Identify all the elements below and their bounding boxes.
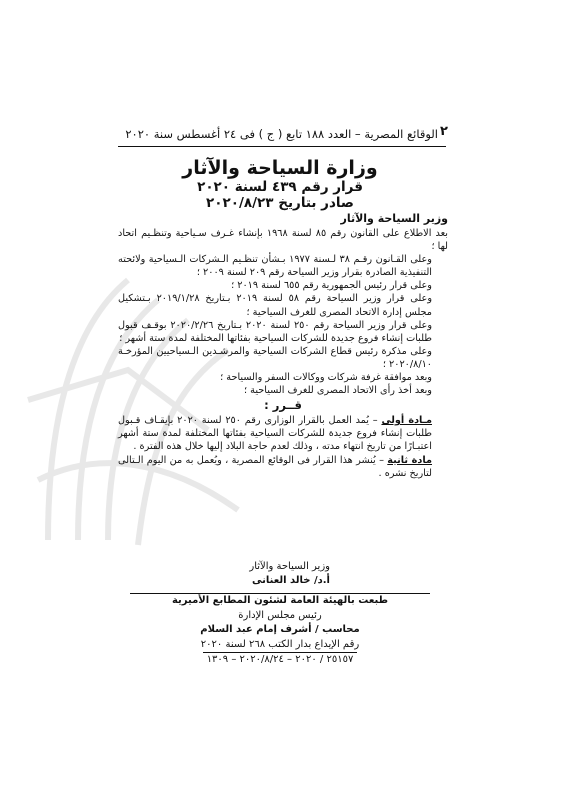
ministry-title: وزارة السياحة والآثار — [182, 157, 378, 179]
page-number: ٢ — [440, 124, 448, 139]
printed-by: طبعت بالهيئة العامة لشئون المطابع الأميرية — [171, 595, 389, 606]
article-two — [118, 454, 448, 480]
title-block — [60, 157, 500, 212]
preamble-paragraph: وبعد موافقة غرفة شركات ووكالات السفر والسياحة ؛ — [220, 372, 432, 384]
article-one-text: – يُمد العمل بالقرار الوزارى رقم ٢٥٠ لسنة ٢٠٢٠ بإيقـاف قـبول طلبات إنشاء فروع جديدة للشركات السياحية بفئاتها المختلفة لمدة ستة أشهر اعتبـارًا من تاريخ انتهاء مدته ، وذلك لعدم حاجة البلاد إليها خلال هذه الفترة . — [118, 415, 432, 453]
issuer-heading: وزير السياحة والآثار — [340, 212, 448, 225]
preamble-paragraph: وعلى قرار وزير السياحة رقم ٥٨ لسنة ٢٠١٩ بـتاريخ ٢٠١٩/١/٢٨ بـتشكيل مجلس إدارة الاتحاد المصرى للغرف السياحية ؛ — [118, 293, 433, 318]
article-one-label: مـادة أولى — [381, 415, 432, 427]
decides-heading: قــرر : — [264, 398, 302, 413]
preamble-paragraph: بعد الاطلاع على القانون رقم ٨٥ لسنة ١٩٦٨ بإنشاء غـرف سـياحية وتنظـيم اتحاد لها ؛ — [118, 228, 449, 253]
article-two-label: مادة ثانية — [387, 454, 432, 466]
decree-date: صادر بتاريخ ٢٠٢٠/٨/٢٣ — [206, 195, 354, 211]
decree-body — [118, 211, 448, 480]
preamble-paragraph: وعلى قرار وزير السياحة رقم ٢٥٠ لسنة ٢٠٢٠ بـتاريخ ٢٠٢٠/٢/٢٦ بوقـف قبول طلبات إنشاء فروع جديدة للشركات السياحية بفئاتها المختلفة لمدة ستة أشهر ؛ — [118, 319, 432, 344]
signature-title: وزير السياحة والآثار — [249, 561, 330, 572]
preamble-paragraph: وعلى مذكرة رئيس قطاع الشركات السياحية والمرشـدين الـسياحيين المؤرخـة ٢٠٢٠/٨/١٠ ؛ — [118, 345, 432, 370]
deposit-number: رقم الإيداع بدار الكتب ٢٦٨ لسنة ٢٠٢٠ — [200, 638, 360, 650]
accountant-name: محاسب / أشرف إمام عبد السلام — [200, 624, 360, 635]
decree-number: قرار رقم ٤٣٩ لسنة ٢٠٢٠ — [197, 179, 363, 195]
chairman-title: رئيس مجلس الإدارة — [238, 609, 322, 621]
signature-block — [210, 560, 330, 588]
article-one — [118, 414, 448, 453]
signature-name: أ.د/ خالد العنانى — [251, 575, 330, 586]
printer-imprint — [130, 594, 430, 668]
preamble-paragraph: وعلى قرار رئيس الجمهورية رقم ٦٥٥ لسنة ٢٠١٩ ؛ — [231, 280, 432, 292]
order-number: ٢٥١٥٧ / ٢٠٢٠ – ٢٠٢٠/٨/٢٤ – ١٣٠٩ — [203, 652, 358, 668]
header-divider — [118, 146, 446, 147]
preamble-paragraph: وبعد أخذ رأى الاتحاد المصرى للغرف السياحية ؛ — [244, 385, 432, 397]
running-header: الوقائع المصرية – العدد ١٨٨ تابع ( ج ) فى ٢٤ أغسطس سنة ٢٠٢٠ — [125, 127, 438, 141]
article-two-text: – يُنشر هذا القرار فى الوقائع المصرية ، ويُعمل به من اليوم الـتالى لتاريخ نشره . — [118, 454, 432, 479]
preamble-paragraph: وعلى القـانون رقـم ٣٨ لـسنة ١٩٧٧ بـشأن تنظـيم الـشركات الـسياحية ولائحته التنفيذية الصادرة بقرار وزير السياحة رقم ٢٠٩ لسنة ٢٠٠٩ ؛ — [118, 254, 432, 279]
